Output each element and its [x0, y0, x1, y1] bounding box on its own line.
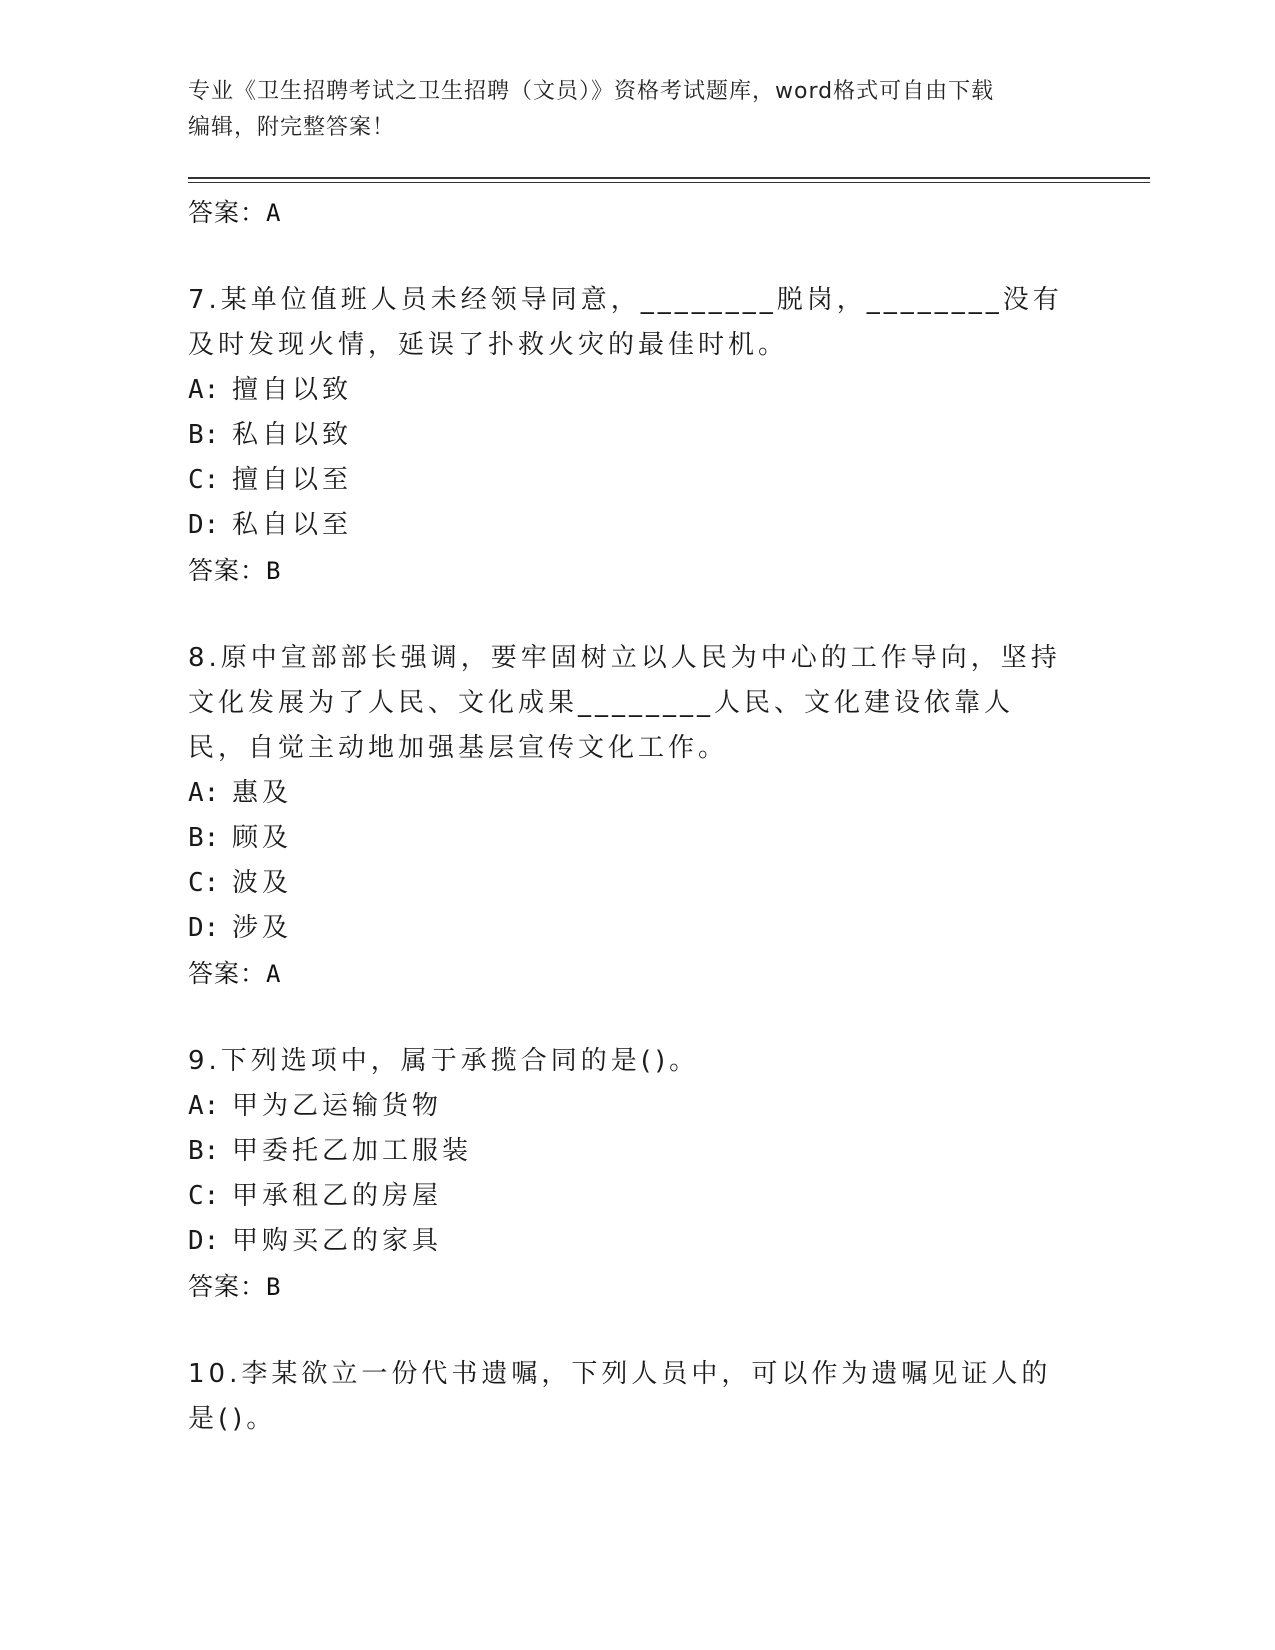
question-10 [188, 1352, 1068, 1442]
option-b [188, 1129, 1068, 1174]
answer-line [188, 951, 1068, 997]
option-text: 甲为乙运输货物 [232, 1091, 443, 1121]
header-line-1: 专业《卫生招聘考试之卫生招聘（文员）》资格考试题库，word格式可自由下载 [188, 79, 995, 104]
option-c [188, 1174, 1068, 1219]
question-8 [188, 636, 1068, 997]
option-a [188, 1084, 1068, 1129]
option-letter: A: [188, 375, 220, 405]
question-list [188, 190, 1068, 1442]
option-text: 甲承租乙的房屋 [232, 1181, 443, 1211]
option-text: 甲委托乙加工服装 [232, 1136, 473, 1166]
option-c [188, 861, 1068, 906]
option-text: 甲购买乙的家具 [232, 1226, 443, 1256]
question-7 [188, 278, 1068, 594]
option-letter: B: [188, 420, 220, 450]
option-text: 擅自以至 [232, 465, 353, 495]
answer-value: B [266, 1273, 282, 1301]
question-stem: 7.某单位值班人员未经领导同意，________脱岗，________没有及时发现火情，延误了扑救火灾的最佳时机。 [188, 285, 1063, 360]
option-text: 私自以至 [232, 510, 353, 540]
question-stem: 10.李某欲立一份代书遗嘱，下列人员中，可以作为遗嘱见证人的是()。 [188, 1359, 1052, 1434]
header-divider-thin [188, 182, 1150, 183]
option-text: 顾及 [232, 823, 293, 853]
option-text: 波及 [232, 868, 293, 898]
header-divider-thick [188, 177, 1150, 179]
option-d [188, 503, 1068, 548]
option-b [188, 816, 1068, 861]
option-text: 惠及 [232, 778, 293, 808]
option-letter: A: [188, 778, 220, 808]
option-letter: D: [188, 913, 220, 943]
option-c [188, 458, 1068, 503]
answer-value: B [266, 557, 282, 585]
question-stem: 9.下列选项中，属于承揽合同的是()。 [188, 1046, 700, 1076]
option-letter: D: [188, 510, 220, 540]
question-stem: 8.原中宣部部长强调，要牢固树立以人民为中心的工作导向，坚持文化发展为了人民、文化成果________人民、文化建设依靠人民，自觉主动地加强基层宣传文化工作。 [188, 643, 1061, 763]
option-a [188, 771, 1068, 816]
option-b [188, 413, 1068, 458]
option-text: 擅自以致 [232, 375, 353, 405]
option-a [188, 368, 1068, 413]
answer-label: 答案： [188, 1272, 267, 1301]
document-header [188, 74, 1068, 146]
option-letter: B: [188, 823, 220, 853]
option-letter: A: [188, 1091, 220, 1121]
answer-label: 答案： [188, 556, 267, 585]
option-letter: D: [188, 1226, 220, 1256]
option-text: 私自以致 [232, 420, 353, 450]
option-d [188, 1219, 1068, 1264]
option-text: 涉及 [232, 913, 293, 943]
option-letter: C: [188, 868, 220, 898]
answer-line [188, 1264, 1068, 1310]
answer-line [188, 548, 1068, 594]
header-line-2: 编辑，附完整答案！ [188, 115, 396, 140]
option-letter: B: [188, 1136, 220, 1166]
previous-answer [188, 190, 1068, 236]
answer-label: 答案： [188, 198, 267, 227]
question-9 [188, 1039, 1068, 1310]
answer-value: A [266, 960, 282, 988]
option-letter: C: [188, 1181, 220, 1211]
option-letter: C: [188, 465, 220, 495]
answer-value: A [266, 199, 282, 227]
answer-label: 答案： [188, 959, 267, 988]
option-d [188, 906, 1068, 951]
